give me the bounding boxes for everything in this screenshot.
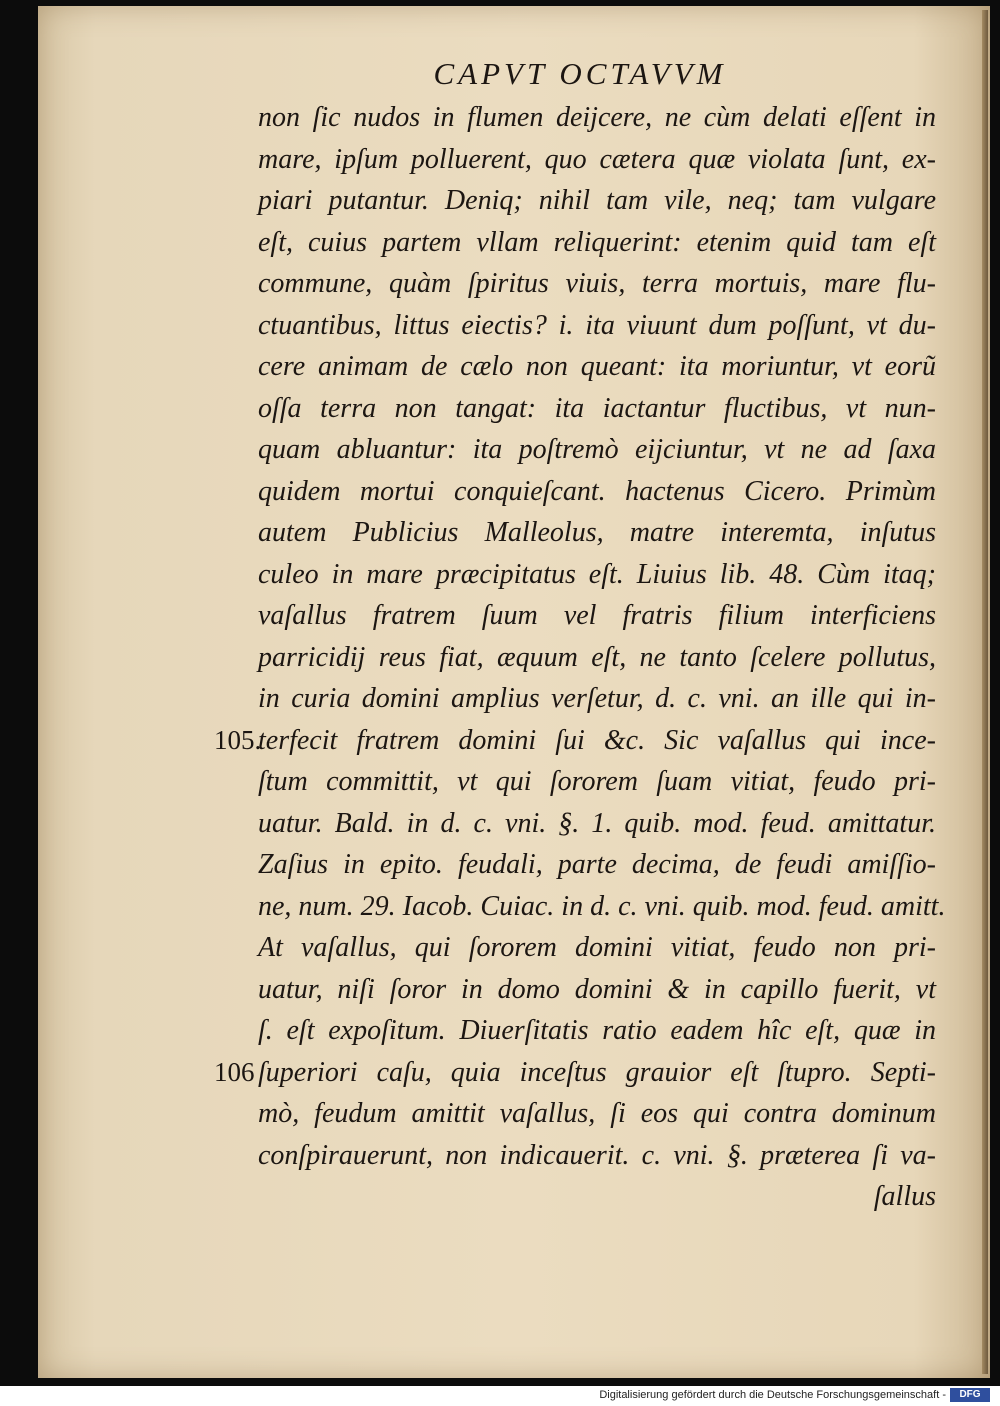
text-line: eſt, cuius partem vllam reliquerint: etenim quid tam eſt <box>258 226 936 258</box>
margin-number: 106 <box>214 1056 255 1087</box>
text-line: non ſic nudos in flumen deijcere, ne cùm delati eſſent in <box>258 102 936 133</box>
margin-number: 105. <box>214 724 262 755</box>
text-line: culeo in mare præcipitatus eſt. Liuius lib. 48. Cùm itaq; <box>258 558 936 590</box>
text-line: ſ. eſt expoſitum. Diuerſitatis ratio eadem hîc eſt, quæ in <box>258 1015 936 1046</box>
text-line: commune, quàm ſpiritus viuis, terra mortuis, mare flu- <box>258 268 936 299</box>
text-line: ſtum committit, vt qui ſororem ſuam vitiat, feudo pri- <box>258 766 936 797</box>
dfg-logo: DFG <box>950 1388 990 1402</box>
text-line: ſuperiori caſu, quia inceſtus grauior eſt ſtupro. Septi- <box>258 1056 936 1088</box>
text-line: quidem mortui conquieſcant. hactenus Cicero. Primùm <box>258 475 936 507</box>
text-line: mò, feudum amittit vaſallus, ſi eos qui contra dominum <box>258 1098 936 1129</box>
text-line: in curia domini amplius verſetur, d. c. vni. an ille qui in- <box>258 683 936 714</box>
text-block <box>258 97 946 1218</box>
text-line: oſſa terra non tangat: ita iactantur fluctibus, vt nun- <box>258 392 936 424</box>
footer-credit: Digitalisierung gefördert durch die Deutsche Forschungsgemeinschaft - <box>599 1389 946 1401</box>
text-line: vaſallus fratrem ſuum vel fratris filium interficiens <box>258 600 936 631</box>
text-line: autem Publicius Malleolus, matre interemta, inſutus <box>258 517 936 548</box>
text-line: conſpirauerunt, non indicauerit. c. vni. §. præterea ſi va- <box>258 1139 936 1171</box>
text-line: ne, num. 29. Iacob. Cuiac. in d. c. vni. quib. mod. feud. amitt. <box>258 890 946 922</box>
text-line: cere animam de cælo non queant: ita moriuntur, vt eorũ <box>258 351 936 382</box>
text-line: ctuantibus, littus eiectis? i. ita viuunt dum poſſunt, vt du- <box>258 309 936 341</box>
text-line: uatur, niſi ſoror in domo domini & in capillo fuerit, vt <box>258 973 936 1005</box>
text-line: At vaſallus, qui ſororem domini vitiat, feudo non pri- <box>258 932 936 963</box>
text-line: mare, ipſum polluerent, quo cætera quæ violata ſunt, ex- <box>258 143 936 175</box>
page-edge <box>982 10 988 1374</box>
text-line: terfecit fratrem domini ſui &c. Sic vaſallus qui ince- <box>258 724 936 756</box>
running-head: CAPVT OCTAVVM <box>433 56 727 91</box>
catchword: ſallus <box>873 1181 936 1212</box>
text-line: quam abluantur: ita poſtremò eijciuntur, vt ne ad ſaxa <box>258 434 936 465</box>
text-line: piari putantur. Deniq; nihil tam vile, neq; tam vulgare <box>258 185 936 216</box>
text-line: parricidij reus fiat, æquum eſt, ne tanto ſcelere pollutus, <box>258 641 936 673</box>
text-line: uatur. Bald. in d. c. vni. §. 1. quib. mod. feud. amittatur. <box>258 807 936 839</box>
text-line: Zaſius in epito. feudali, parte decima, de feudi amiſſio- <box>258 849 936 880</box>
